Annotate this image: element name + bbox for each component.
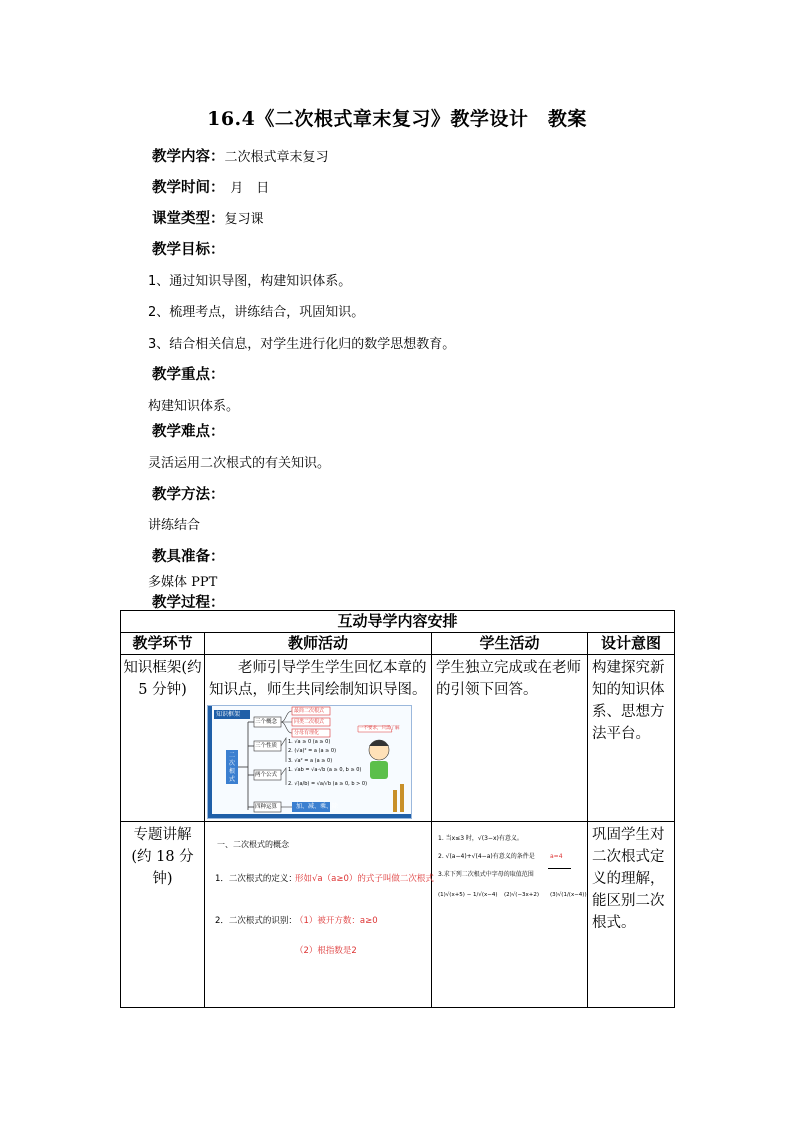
slide1-def-label: 1．二次根式的定义： [215, 874, 297, 884]
mindmap-branch-2: 三个性质 [255, 743, 278, 749]
mindmap-formula-1: 1. √ab = √a·√b (a ≥ 0, b ≥ 0) [288, 767, 362, 773]
mindmap-center: 二次根式 [228, 752, 235, 783]
mindmap-property-2: 2. (√a)² = a (a ≥ 0) [288, 748, 337, 754]
goal-item-2: 2、梳理考点，讲练结合，巩固知识。 [148, 305, 365, 320]
goals-heading-label: 教学目标： [152, 241, 225, 258]
table-header-row [121, 633, 675, 655]
slide1-rec-1: （1）被开方数：a≥0 [295, 916, 378, 926]
goal-item-3: 3、结合相关信息，对学生进行化归的数学思想教育。 [148, 337, 456, 352]
slide2-q3-item-2: (2)√(−3x+2) [504, 892, 540, 898]
mindmap-concept-2: 同类二次根式 [294, 719, 325, 725]
row2-intent-text: 巩固学生对二次根式定义的理解，能区别二次根式。 [592, 827, 665, 931]
field-type [152, 207, 264, 228]
goal-item-1: 1、通过知识导图，构建知识体系。 [148, 274, 352, 289]
tools-label: 教具准备： [152, 548, 225, 565]
slide1-rec-2: （2）根指数是2 [295, 946, 357, 956]
header-stage: 教学环节 [121, 633, 205, 655]
header-teacher: 教师活动 [205, 633, 432, 655]
goals-heading [152, 238, 225, 259]
row1-student-text: 学生独立完成或在老师的引领下回答。 [436, 660, 581, 698]
mindmap-image [207, 705, 412, 819]
table-row [121, 822, 675, 1008]
tools-text: 多媒体 PPT [148, 575, 218, 590]
field-content [152, 145, 329, 166]
mindmap-branch-3: 两个公式 [255, 772, 278, 778]
mindmap-concept-1: 最简二次根式 [294, 708, 325, 714]
mindmap-property-1: 1. √a ≥ 0 (a ≥ 0) [288, 739, 331, 745]
field-time [152, 176, 269, 197]
process-table [120, 610, 675, 1008]
difficulties-heading [152, 420, 225, 441]
key-points-heading [152, 363, 225, 384]
slide2-q2: 2. √(a−4)+√(4−a)有意义的条件是 [438, 853, 535, 860]
header-intent: 设计意图 [588, 633, 675, 655]
row1-stage-text: 知识框架(约 5 分钟) [123, 660, 202, 698]
method-heading [152, 483, 225, 504]
slide1-rec-label: 2．二次根式的识别： [215, 916, 297, 926]
row2-intent [588, 822, 675, 1008]
mindmap-branch-1: 三个概念 [255, 719, 278, 725]
process-label: 教学过程： [152, 594, 225, 611]
field-time-value: 月 日 [217, 181, 270, 196]
slide2-q2-answer: a=4 [548, 846, 571, 869]
table-row [121, 655, 675, 822]
row1-student [432, 655, 588, 822]
row2-teacher [205, 822, 432, 1008]
mindmap-concept-3: 分母有理化 [294, 730, 320, 736]
difficulties-label: 教学难点： [152, 423, 225, 440]
method-text: 讲练结合 [148, 518, 201, 533]
mindmap-branch-4: 四种运算 [255, 804, 278, 810]
tools-heading [152, 545, 225, 566]
field-content-label: 教学内容： [152, 148, 225, 165]
slide2-q1: 1. 当x≤3 时，√(3−x)有意义。 [438, 835, 523, 842]
row1-intent-text: 构建探究新知的知识体系、思想方法平台。 [592, 660, 665, 742]
table-caption: 互动导学内容安排 [121, 611, 675, 633]
slide2-q3: 3.求下列二次根式中字母的取值范围 [438, 871, 534, 878]
mindmap-operations: 加、减、乘、除 [296, 803, 339, 810]
row2-stage [121, 822, 205, 1008]
slide1-image [205, 822, 434, 1006]
key-points-label: 教学重点： [152, 366, 225, 383]
row1-stage [121, 655, 205, 822]
row1-teacher [205, 655, 432, 822]
slide1-def-text: 形如√a（a≥0）的式子叫做二次根式 [295, 874, 434, 884]
slide1-heading: 一、二次根式的概念 [217, 840, 289, 849]
difficulties-text: 灵活运用二次根式的有关知识。 [148, 456, 331, 471]
key-points-text: 构建知识体系。 [148, 399, 240, 414]
row1-intent [588, 655, 675, 822]
field-time-label: 教学时间： [152, 179, 218, 196]
row2-student [432, 822, 588, 1008]
mindmap-property-3: 3. √a² = a (a ≥ 0) [288, 758, 333, 764]
method-label: 教学方法： [152, 486, 225, 503]
mindmap-badge: 知识框架 [216, 711, 241, 718]
field-type-label: 课堂类型： [152, 210, 225, 227]
field-type-value: 复习课 [224, 212, 264, 227]
slide2-image [432, 822, 587, 1006]
mindmap-formula-2: 2. √(a/b) = √a/√b (a ≥ 0, b > 0) [288, 781, 368, 787]
field-content-value: 二次根式章末复习 [224, 150, 329, 165]
document-title: 16.4《二次根式章末复习》教学设计 教案 [207, 108, 587, 130]
process-heading [152, 591, 225, 612]
mindmap-bubble: 一不要求，只需了解 [359, 726, 400, 731]
slide2-q3-item-3: (3)√(1/(x−4)) [550, 892, 587, 898]
header-student: 学生活动 [432, 633, 588, 655]
slide2-q3-item-1: (1)√(x+5) − 1/√(x−4) [438, 892, 498, 898]
row1-teacher-text: 老师引导学生学生回忆本章的知识点，师生共同绘制知识导图。 [209, 660, 427, 698]
row2-stage-text: 专题讲解(约 18 分钟) [131, 827, 194, 887]
